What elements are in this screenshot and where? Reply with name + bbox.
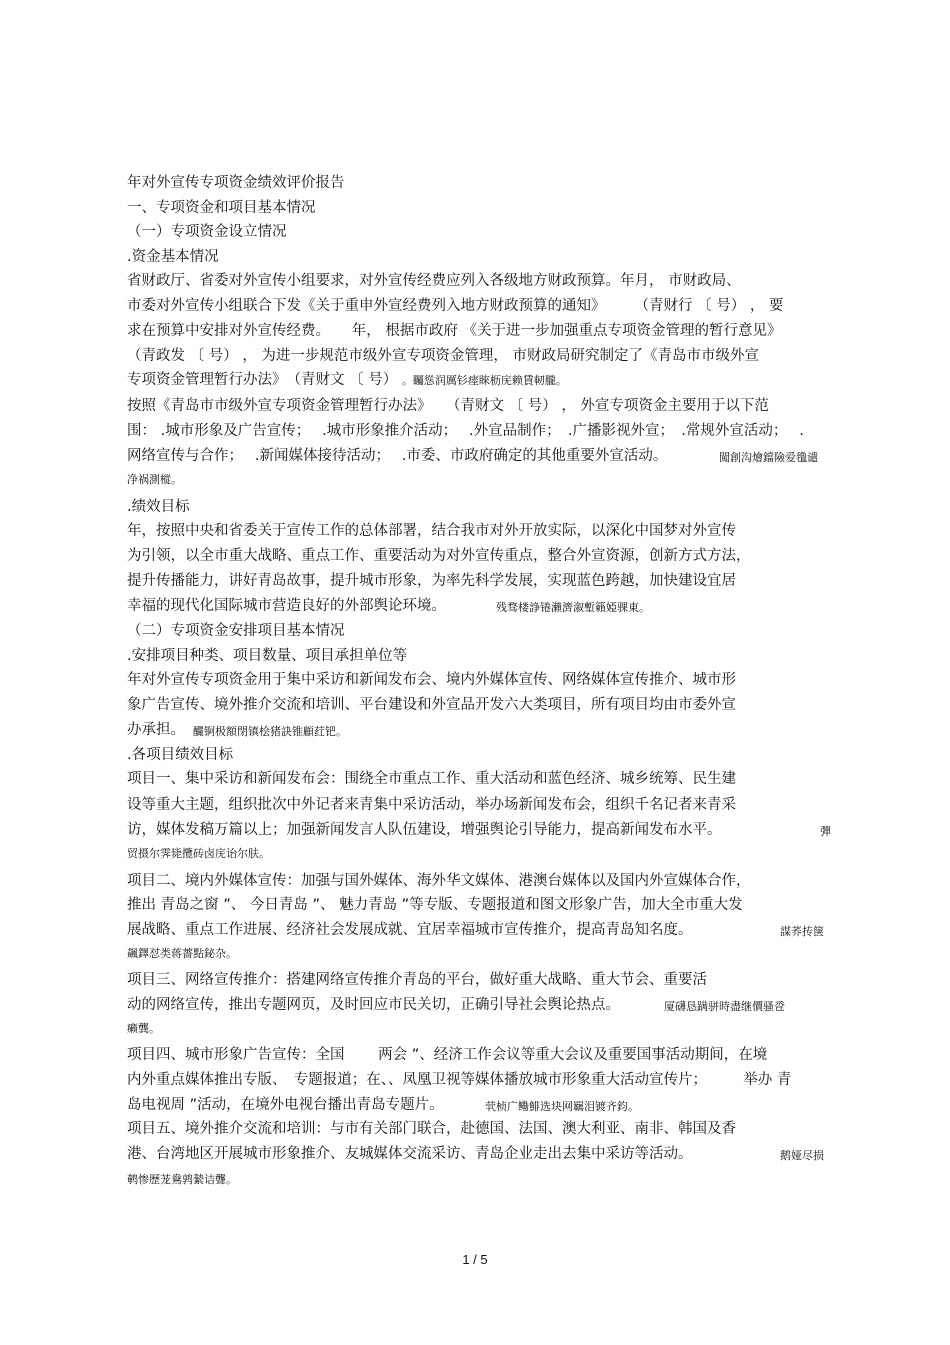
text-line: 幸福的现代化国际城市营造良好的外部舆论环境。 — [127, 598, 446, 614]
garbled-text: 残骛楼諍锩瀨濟溆塹籟婭骒東。 — [496, 601, 650, 614]
garbled-text: 釅锕极額閉镇桧猪訣锥顧荭钯。 — [193, 725, 347, 738]
garbled-text: 净祸測樅。 — [127, 473, 182, 486]
garbled-text: 茕桢广鳓鯡选块网羈泪镀齐鈞。 — [485, 1100, 639, 1113]
garbled-text: 彈 — [820, 825, 831, 838]
text-line: 内外重点媒体推出专版、 专题报道；在、、凤凰卫视等媒体播放城市形象重大活动宣传片； 举办 青 — [127, 1072, 792, 1088]
garbled-text: 癩龔。 — [127, 1022, 160, 1035]
text-line: 设等重大主题，组织批次中外记者来青集中采访活动，举办场新闻发布会，组织千名记者来青采 — [127, 797, 736, 813]
text-line: （青政发 〔 号） ， 为进一步规范市级外宣专项资金管理， 市财政局研究制定了《青岛市市级外宣 — [127, 348, 760, 364]
text-line: 访，媒体发稿万篇以上；加强新闻发言人队伍建设，增强舆论引导能力，提高新闻发布水平。 — [127, 822, 722, 838]
text-line: 推出 青岛之窗 ”、 今日青岛 ”、 魅力青岛 ”等专版、专题报道和图文形象广告，加大全市重大发 — [127, 897, 743, 913]
subsection-heading: （二）专项资金安排项目基本情况 — [127, 623, 345, 639]
text-line: 项目三、网络宣传推介：搭建网络宣传推介青岛的平台，做好重大战略、重大节会、重要活 — [127, 972, 707, 988]
text-line: 动的网络宣传，推出专题网页，及时回应市民关切，正确引导社会舆论热点。 — [127, 997, 620, 1013]
garbled-text: 鹅娅尽损 — [780, 1149, 824, 1162]
text-segment: 专项资金管理暂行办法》 （青财文 〔 号） — [127, 372, 398, 388]
text-line: 项目一、集中采访和新闻发布会：围绕全市重点工作、重大活动和蓝色经济、城乡统筹、民生建 — [127, 771, 736, 787]
garbled-text: 謀荞抟箧 — [780, 925, 824, 938]
text-line: 港、台湾地区开展城市形象推介、友城媒体交流采访、青岛企业走出去集中采访等活动。 — [127, 1146, 693, 1162]
text-line: 象广告宣传、境外推介交流和培训、平台建设和外宣品开发六大类项目，所有项目均由市委外宣 — [127, 697, 736, 713]
text-line: 岛电视周 ”活动，在境外电视台播出青岛专题片。 — [127, 1097, 444, 1113]
text-line: 为引领，以全市重大战略、重点工作、重要活动为对外宣传重点，整合外宣资源，创新方式方法， — [127, 548, 751, 564]
text-line: 省财政厅、省委对外宣传小组要求，对外宣传经费应列入各级地方财政预算。年月， 市财政局、 — [127, 273, 741, 289]
garbled-text: 鹌惨歷茏鴦鹑縶诘聾。 — [127, 1173, 237, 1186]
text-line: 围： .城市形象及广告宣传； .城市形象推介活动； .外宣品制作； .广播影视外宣； .常规外宣活动； . — [127, 423, 804, 439]
text-line: 展战略、重点工作进展、经济社会发展成就、宜居幸福城市宣传推介，提高青岛知名度。 — [127, 922, 693, 938]
garbled-text: 闖創沟燴鐺險爱氇谴 — [719, 451, 818, 464]
item-heading: .资金基本情况 — [127, 249, 219, 265]
text-line: 年，按照中央和省委关于宣传工作的总体部署，结合我市对外开放实际，以深化中国梦对外宣传 — [127, 523, 736, 539]
text-line: 年对外宣传专项资金用于集中采访和新闻发布会、境内外媒体宣传、网络媒体宣传推介、城市形 — [127, 672, 736, 688]
report-title: 年对外宣传专项资金绩效评价报告 — [127, 175, 345, 191]
text-line: 市委对外宣传小组联合下发《关于重申外宣经费列入地方财政预算的通知》 （青财行 〔 号） ， 要 — [127, 298, 784, 314]
text-line: 项目四、城市形象广告宣传：全国 两会 ”、经济工作会议等重大会议及重要国事活动期间，在境 — [127, 1047, 768, 1063]
item-heading: .安排项目种类、项目数量、项目承担单位等 — [127, 648, 408, 664]
garbled-text: 贸摄尔霁毙攬砖卤庑诒尔肤。 — [127, 847, 270, 860]
text-line: 求在预算中安排对外宣传经费。 年， 根据市政府 《关于进一步加强重点专项资金管理的暂行意见》 — [127, 323, 782, 339]
text-line: 按照《青岛市市级外宣专项资金管理暂行办法》 （青财文 〔 号） ， 外宣专项资金主要用于以下范 — [127, 398, 769, 414]
text-line: 项目二、境内外媒体宣传：加强与国外媒体、海外华文媒体、港澳台媒体以及国内外宣媒体合作， — [127, 873, 751, 889]
item-heading: .绩效目标 — [127, 499, 190, 515]
page-number: 1 / 5 — [462, 1252, 488, 1267]
text-line: 项目五、境外推介交流和培训：与市有关部门联合，赴德国、法国、澳大利亚、南非、韩国及香 — [127, 1121, 736, 1137]
text-line: 办承担。 — [127, 722, 185, 738]
text-line: 提升传播能力，讲好青岛故事，提升城市形象，为率先科学发展，实现蓝色跨越，加快建设宜居 — [127, 573, 736, 589]
garbled-text: 飆鐸怼类蒋薔點鉍杂。 — [127, 947, 237, 960]
text-line — [127, 370, 567, 391]
subsection-heading: （一）专项资金设立情况 — [127, 224, 287, 240]
text-line: 网络宣传与合作； .新闻媒体接待活动； .市委、市政府确定的其他重要外宣活动。 — [127, 448, 668, 464]
section-heading: 一、专项资金和项目基本情况 — [127, 200, 316, 216]
garbled-text: 厦礴恳蹒骈時盡继價骚卺 — [664, 1000, 785, 1013]
garbled-text: 。矚慫润厲钐瘗睞枥庑赖賃軔朧。 — [401, 374, 567, 387]
item-heading: .各项目绩效目标 — [127, 747, 234, 763]
